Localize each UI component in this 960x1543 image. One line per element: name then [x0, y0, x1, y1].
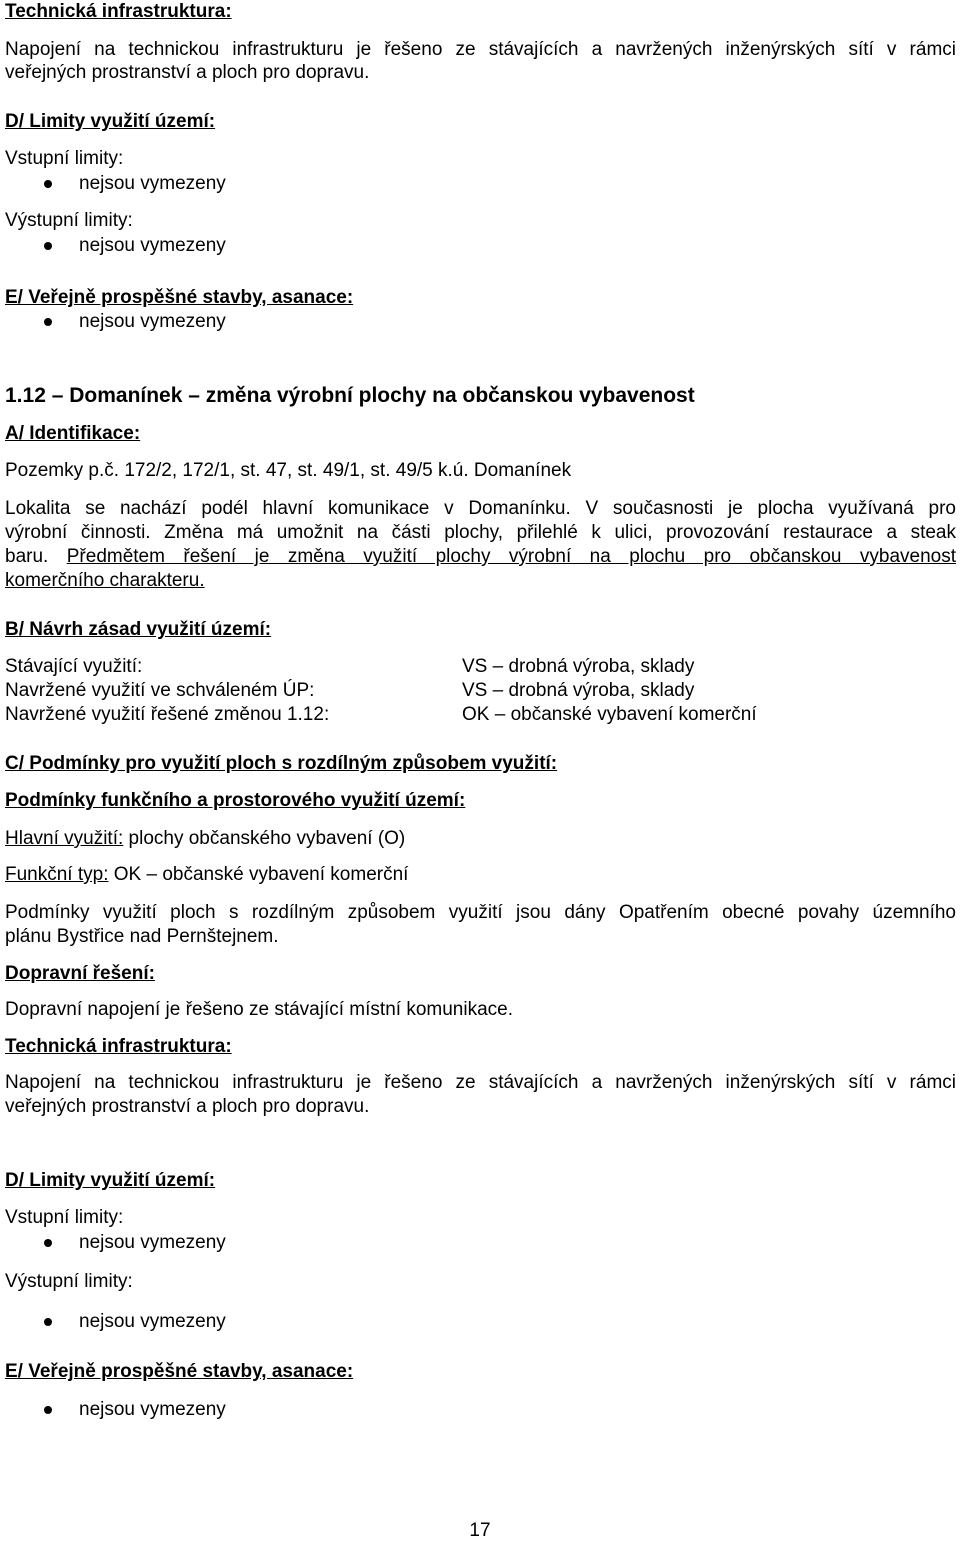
list-item: nejsou vymezeny [79, 1232, 226, 1253]
section-heading-tech-infra: Technická infrastruktura: [5, 1036, 232, 1057]
section-heading-identification: A/ Identifikace: [5, 423, 141, 444]
paragraph-line: Napojení na technickou infrastrukturu je řešeno ze stávajících a navržených inženýrských sítí v rámci [5, 39, 956, 60]
paragraph-line [5, 545, 956, 569]
bullet-icon [44, 318, 52, 326]
main-use-label: Hlavní využití: [5, 828, 124, 849]
list-item: nejsou vymezeny [79, 173, 226, 194]
usage-value: VS – drobná výroba, sklady [462, 656, 695, 677]
section-heading-public-works: E/ Veřejně prospěšné stavby, asanace: [5, 287, 354, 308]
section-heading-proposal: B/ Návrh zásad využití území: [5, 619, 272, 640]
list-item: nejsou vymezeny [79, 311, 226, 332]
list-item: nejsou vymezeny [79, 235, 226, 256]
function-type-label: Funkční typ: [5, 864, 109, 885]
usage-label: Navržené využití řešené změnou 1.12: [5, 704, 330, 725]
paragraph-line: Podmínky využití ploch s rozdílným způsobem využití jsou dány Opatřením obecné povahy územního [5, 902, 956, 923]
paragraph-line: komerčního charakteru. [5, 570, 205, 591]
bullet-icon [44, 242, 52, 250]
paragraph-fragment: baru. [5, 546, 67, 567]
function-type-line [5, 863, 408, 887]
input-limits-label: Vstupní limity: [5, 148, 124, 169]
paragraph-line: veřejných prostranství a ploch pro dopravu. [5, 62, 370, 83]
main-use-line [5, 827, 405, 851]
usage-label: Navržené využití ve schváleném ÚP: [5, 680, 315, 701]
section-heading-conditions: C/ Podmínky pro využití ploch s rozdílným způsobem využití: [5, 753, 558, 774]
paragraph-line: veřejných prostranství a ploch pro dopravu. [5, 1096, 370, 1117]
parcels-text: Pozemky p.č. 172/2, 172/1, st. 47, st. 49/1, st. 49/5 k.ú. Domanínek [5, 460, 572, 481]
bullet-icon [44, 1239, 52, 1247]
section-heading-public-works: E/ Veřejně prospěšné stavby, asanace: [5, 1361, 354, 1382]
bullet-icon [44, 1318, 52, 1326]
bullet-icon [44, 1406, 52, 1414]
function-type-value: OK – občanské vybavení komerční [108, 864, 409, 885]
output-limits-label: Výstupní limity: [5, 210, 133, 231]
section-heading-traffic: Dopravní řešení: [5, 963, 155, 984]
usage-value: VS – drobná výroba, sklady [462, 680, 695, 701]
section-heading-limits: D/ Limity využití území: [5, 1170, 216, 1191]
usage-value: OK – občanské vybavení komerční [462, 704, 757, 725]
paragraph-line: výrobní činnosti. Změna má umožnit na části plochy, přilehlé k ulici, provozování restaurace a steak [5, 522, 956, 543]
main-use-value: plochy občanského vybavení (O) [123, 828, 406, 849]
page-title: 1.12 – Domanínek – změna výrobní plochy na občanskou vybavenost [5, 384, 695, 407]
list-item: nejsou vymezeny [79, 1311, 226, 1332]
output-limits-label: Výstupní limity: [5, 1271, 133, 1292]
input-limits-label: Vstupní limity: [5, 1207, 124, 1228]
paragraph-line: Napojení na technickou infrastrukturu je řešeno ze stávajících a navržených inženýrských sítí v rámci [5, 1072, 956, 1093]
paragraph-line: plánu Bystřice nad Pernštejnem. [5, 926, 279, 947]
subheading-functional: Podmínky funkčního a prostorového využití území: [5, 790, 466, 811]
page-number: 17 [469, 1520, 491, 1541]
section-heading-tech-infra: Technická infrastruktura: [5, 1, 232, 22]
paragraph-line: Lokalita se nachází podél hlavní komunikace v Domanínku. V současnosti je plocha využívaná pro [5, 498, 956, 519]
list-item: nejsou vymezeny [79, 1399, 226, 1420]
paragraph-line: Dopravní napojení je řešeno ze stávající místní komunikace. [5, 999, 513, 1020]
paragraph-fragment-underlined: Předmětem řešení je změna využití plochy výrobní na plochu pro občanskou vybavenost [66, 546, 957, 567]
section-heading-limits: D/ Limity využití území: [5, 111, 216, 132]
bullet-icon [44, 180, 52, 188]
usage-label: Stávající využití: [5, 656, 143, 677]
